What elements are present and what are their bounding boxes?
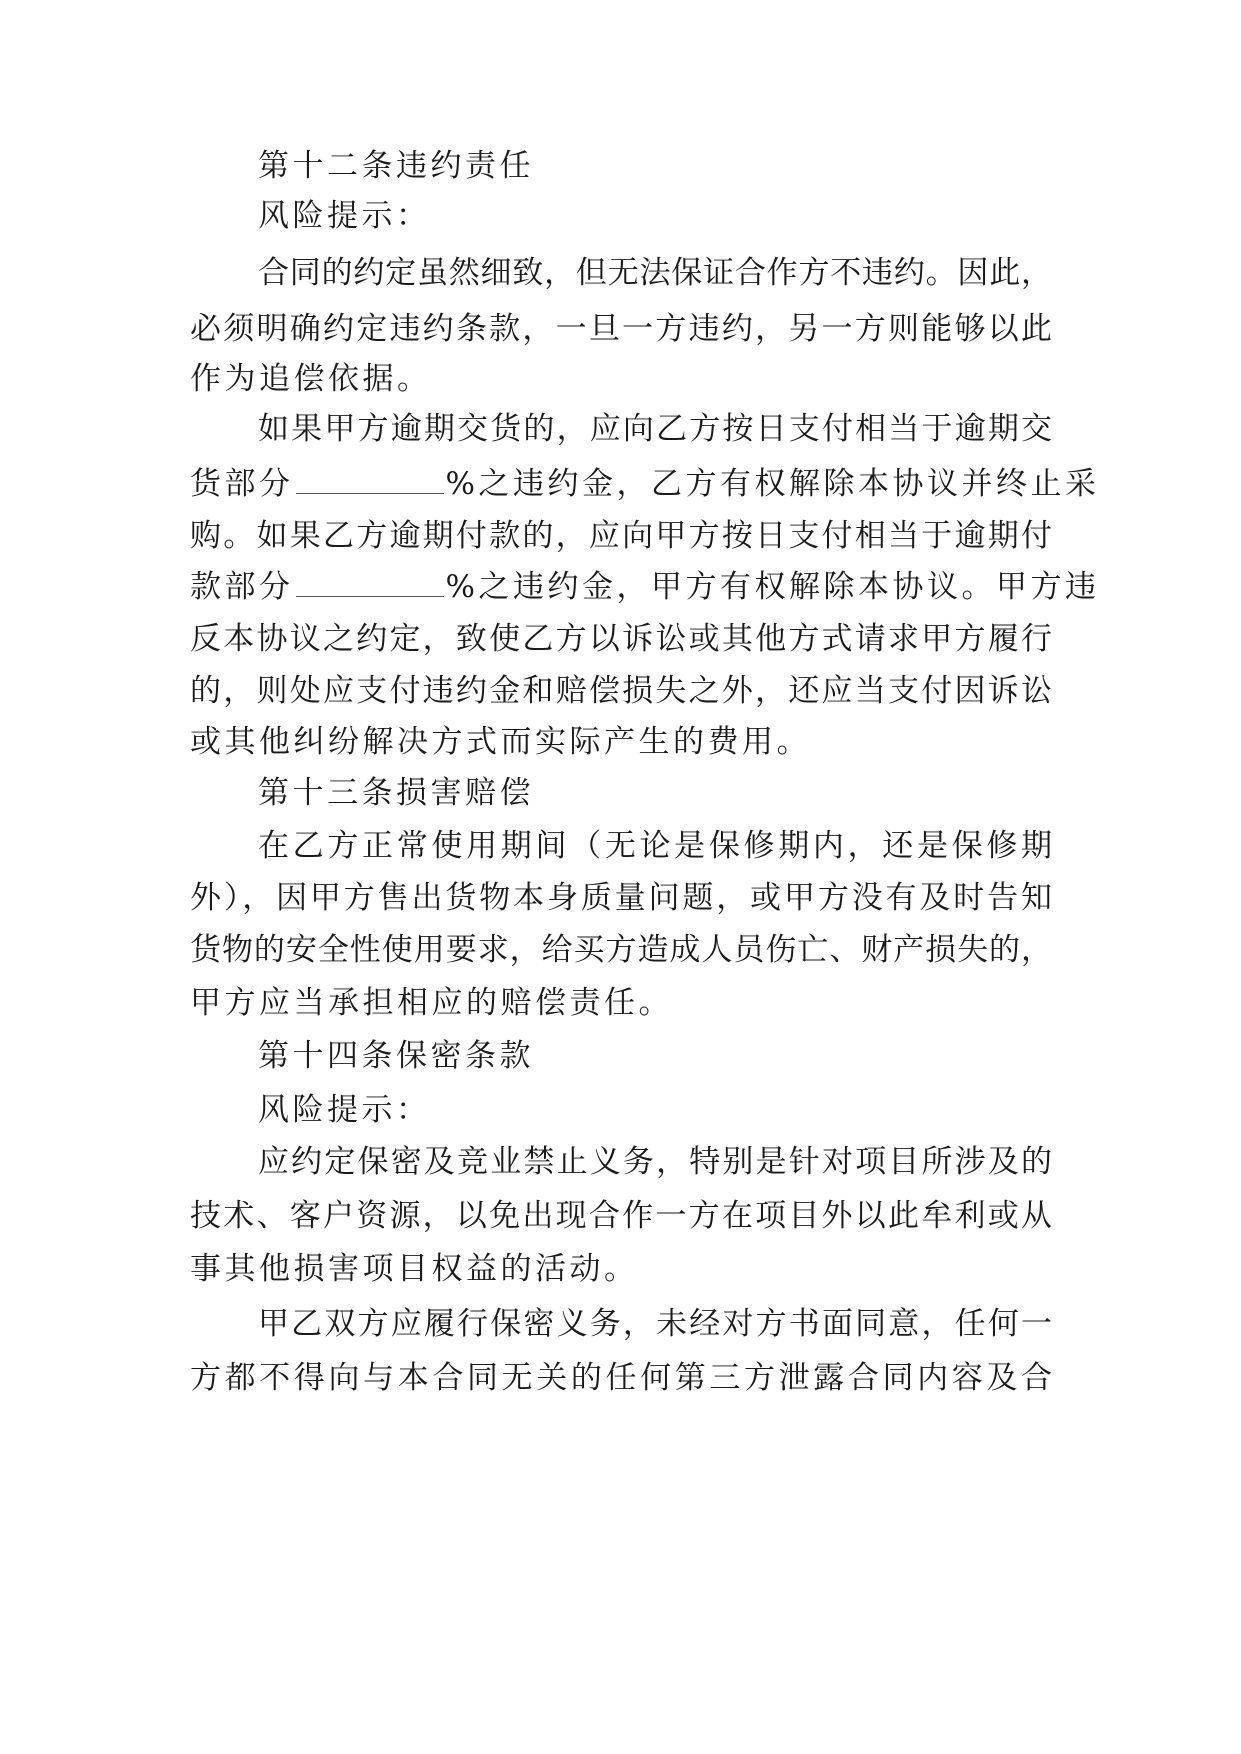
paragraph-line: 甲乙双方应履行保密义务，未经对方书面同意，任何一 bbox=[258, 1306, 1052, 1342]
line-prefix: 货部分 bbox=[190, 466, 294, 502]
paragraph-line: 购。如果乙方逾期付款的，应向甲方按日支付相当于逾期付 bbox=[190, 518, 1052, 554]
paragraph-line: 反本协议之约定，致使乙方以诉讼或其他方式请求甲方履行 bbox=[190, 621, 1052, 657]
paragraph-line: 技术、客户资源，以免出现合作一方在项目外以此牟利或从 bbox=[190, 1198, 1052, 1234]
paragraph-line-with-blank bbox=[190, 464, 1099, 504]
paragraph-line: 如果甲方逾期交货的，应向乙方按日支付相当于逾期交 bbox=[258, 411, 1052, 447]
line-suffix: %之违约金，甲方有权解除本协议。甲方违 bbox=[445, 569, 1100, 605]
paragraph-line: 货物的安全性使用要求，给买方造成人员伤亡、财产损失的， bbox=[190, 932, 1052, 968]
paragraph-line: 甲方应当承担相应的赔偿责任。 bbox=[190, 985, 673, 1021]
paragraph-line: 外），因甲方售出货物本身质量问题，或甲方没有及时告知 bbox=[190, 880, 1052, 916]
paragraph-line-with-blank bbox=[190, 567, 1099, 607]
article-12-heading: 第十二条违约责任 bbox=[258, 148, 534, 184]
paragraph-line: 应约定保密及竞业禁止义务，特别是针对项目所涉及的 bbox=[258, 1144, 1052, 1180]
paragraph-line: 在乙方正常使用期间（无论是保修期内，还是保修期 bbox=[258, 828, 1052, 864]
paragraph-line: 作为追偿依据。 bbox=[190, 361, 432, 397]
line-prefix: 款部分 bbox=[190, 569, 294, 605]
article-14-heading: 第十四条保密条款 bbox=[258, 1038, 534, 1074]
risk-tip-label: 风险提示： bbox=[258, 198, 431, 234]
paragraph-line: 或其他纠纷解决方式而实际产生的费用。 bbox=[190, 724, 811, 760]
paragraph-line: 的，则处应支付违约金和赔偿损失之外，还应当支付因诉讼 bbox=[190, 673, 1052, 709]
paragraph-line: 合同的约定虽然细致，但无法保证合作方不违约。因此， bbox=[258, 255, 1052, 291]
paragraph-line: 事其他损害项目权益的活动。 bbox=[190, 1251, 639, 1287]
article-13-heading: 第十三条损害赔偿 bbox=[258, 775, 534, 811]
line-suffix: %之违约金，乙方有权解除本协议并终止采 bbox=[445, 466, 1100, 502]
paragraph-line: 必须明确约定违约条款，一旦一方违约，另一方则能够以此 bbox=[190, 311, 1052, 347]
paragraph-line: 方都不得向与本合同无关的任何第三方泄露合同内容及合 bbox=[190, 1360, 1052, 1396]
risk-tip-label: 风险提示： bbox=[258, 1092, 431, 1128]
fill-in-blank[interactable] bbox=[296, 568, 444, 597]
fill-in-blank[interactable] bbox=[296, 465, 444, 494]
